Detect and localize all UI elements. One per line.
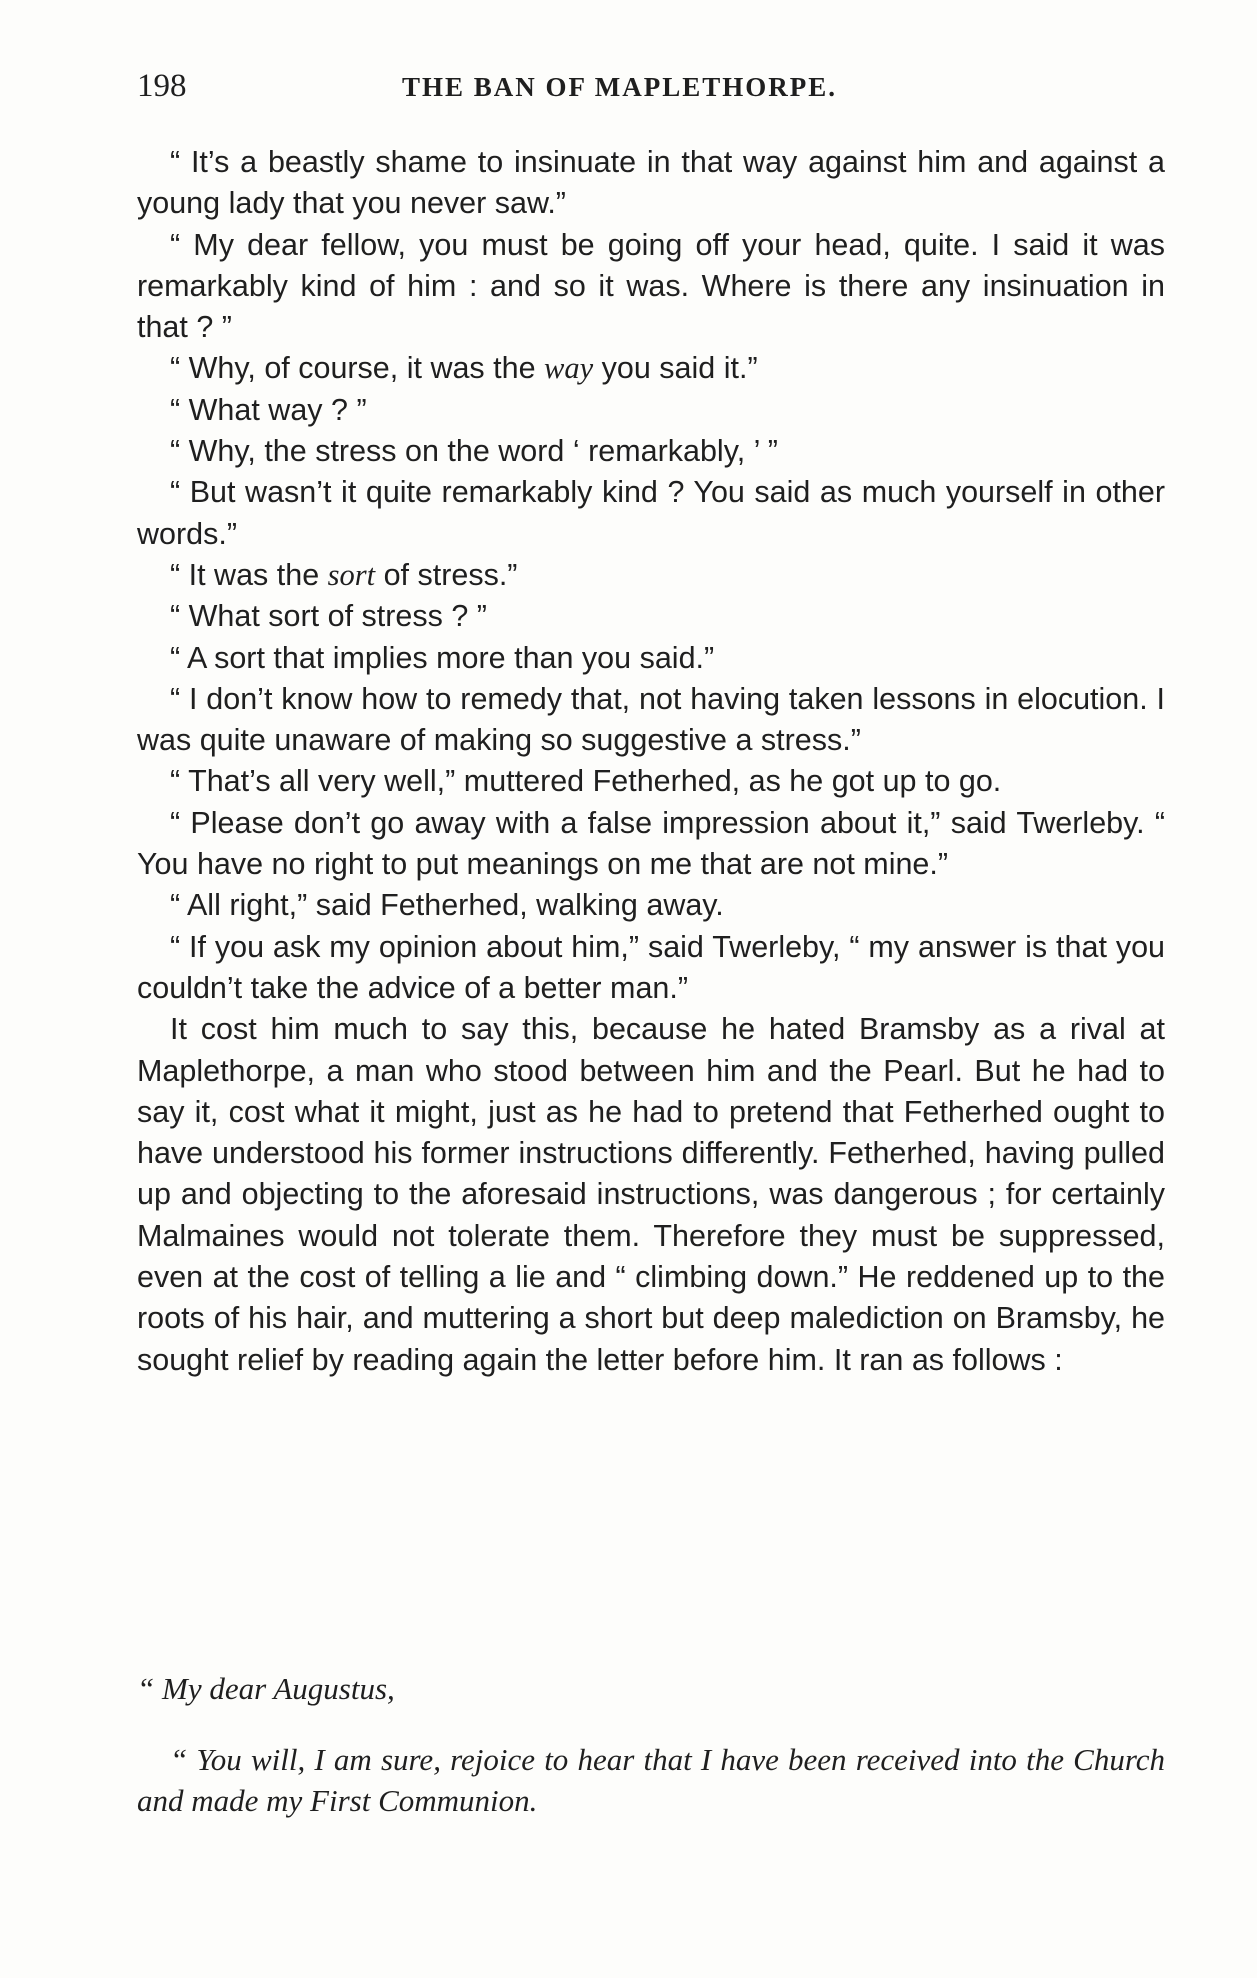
paragraph: “ Why, of course, it was the way you said it.” [170,351,758,386]
paragraph: “ If you ask my opinion about him,” said Twerleby, “ my answer is that you couldn’t take the advice of a better man.” [137,929,1165,1005]
emphasis: sort [327,557,376,592]
paragraph: “ It was the sort of stress.” [170,557,518,592]
paragraph: “ Why, the stress on the word ‘ remarkably, ’ ” [170,434,778,469]
paragraph: “ What sort of stress ? ” [170,599,487,634]
paragraph: “ That’s all very well,” muttered Fetherhed, as he got up to go. [170,764,1002,799]
paragraph: “ What way ? ” [170,392,367,427]
paragraph: “ My dear fellow, you must be going off your head, quite. I said it was remarkably kind of him : and so it was. Where is there any insinuation in that ? ” [137,227,1165,345]
paragraph: “ A sort that implies more than you said.” [170,640,715,675]
running-title: THE BAN OF MAPLETHORPE. [402,72,838,102]
page-number: 198 [137,68,187,104]
paragraph: “ Please don’t go away with a false impression about it,” said Twerleby. “ You have no right to put meanings on me that are not mine.” [137,805,1165,882]
letter-body: “ You will, I am sure, rejoice to hear that I have been received into the Church and made my First Communion. [137,1742,1165,1818]
paragraph: “ It’s a beastly shame to insinuate in that way against him and against a young lady that you never saw.” [137,145,1165,221]
running-head [137,68,1177,108]
paragraph: “ But wasn’t it quite remarkably kind ? You said as much yourself in other words.” [137,475,1165,551]
paragraph: It cost him much to say this, because he hated Bramsby as a rival at Maplethorpe, a man who stood between him and the Pearl. But he had to say it, cost what it might, just as he had to pretend that Fetherhed ought to have understood his former instructions differently. Fetherhed, having pulled up and objecting to the aforesaid instructions, was dangerous ; for certainly Malmaines would not tolerate them. Therefore they must be suppressed, even at the cost of telling a lie and “ climbing down.” He reddened up to the roots of his hair, and muttering a short but deep malediction on Bramsby, he sought relief by reading again the letter before him. It ran as follows : [137,1012,1165,1377]
emphasis: way [544,351,594,386]
body-text [137,142,1165,1381]
letter-salutation: “ My dear Augustus, [137,1671,395,1706]
paragraph: “ I don’t know how to remedy that, not having taken lessons in elocution. I was quite unaware of making so suggestive a stress.” [137,681,1165,758]
letter-excerpt [137,1668,1165,1821]
paragraph: “ All right,” said Fetherhed, walking away. [170,888,724,923]
